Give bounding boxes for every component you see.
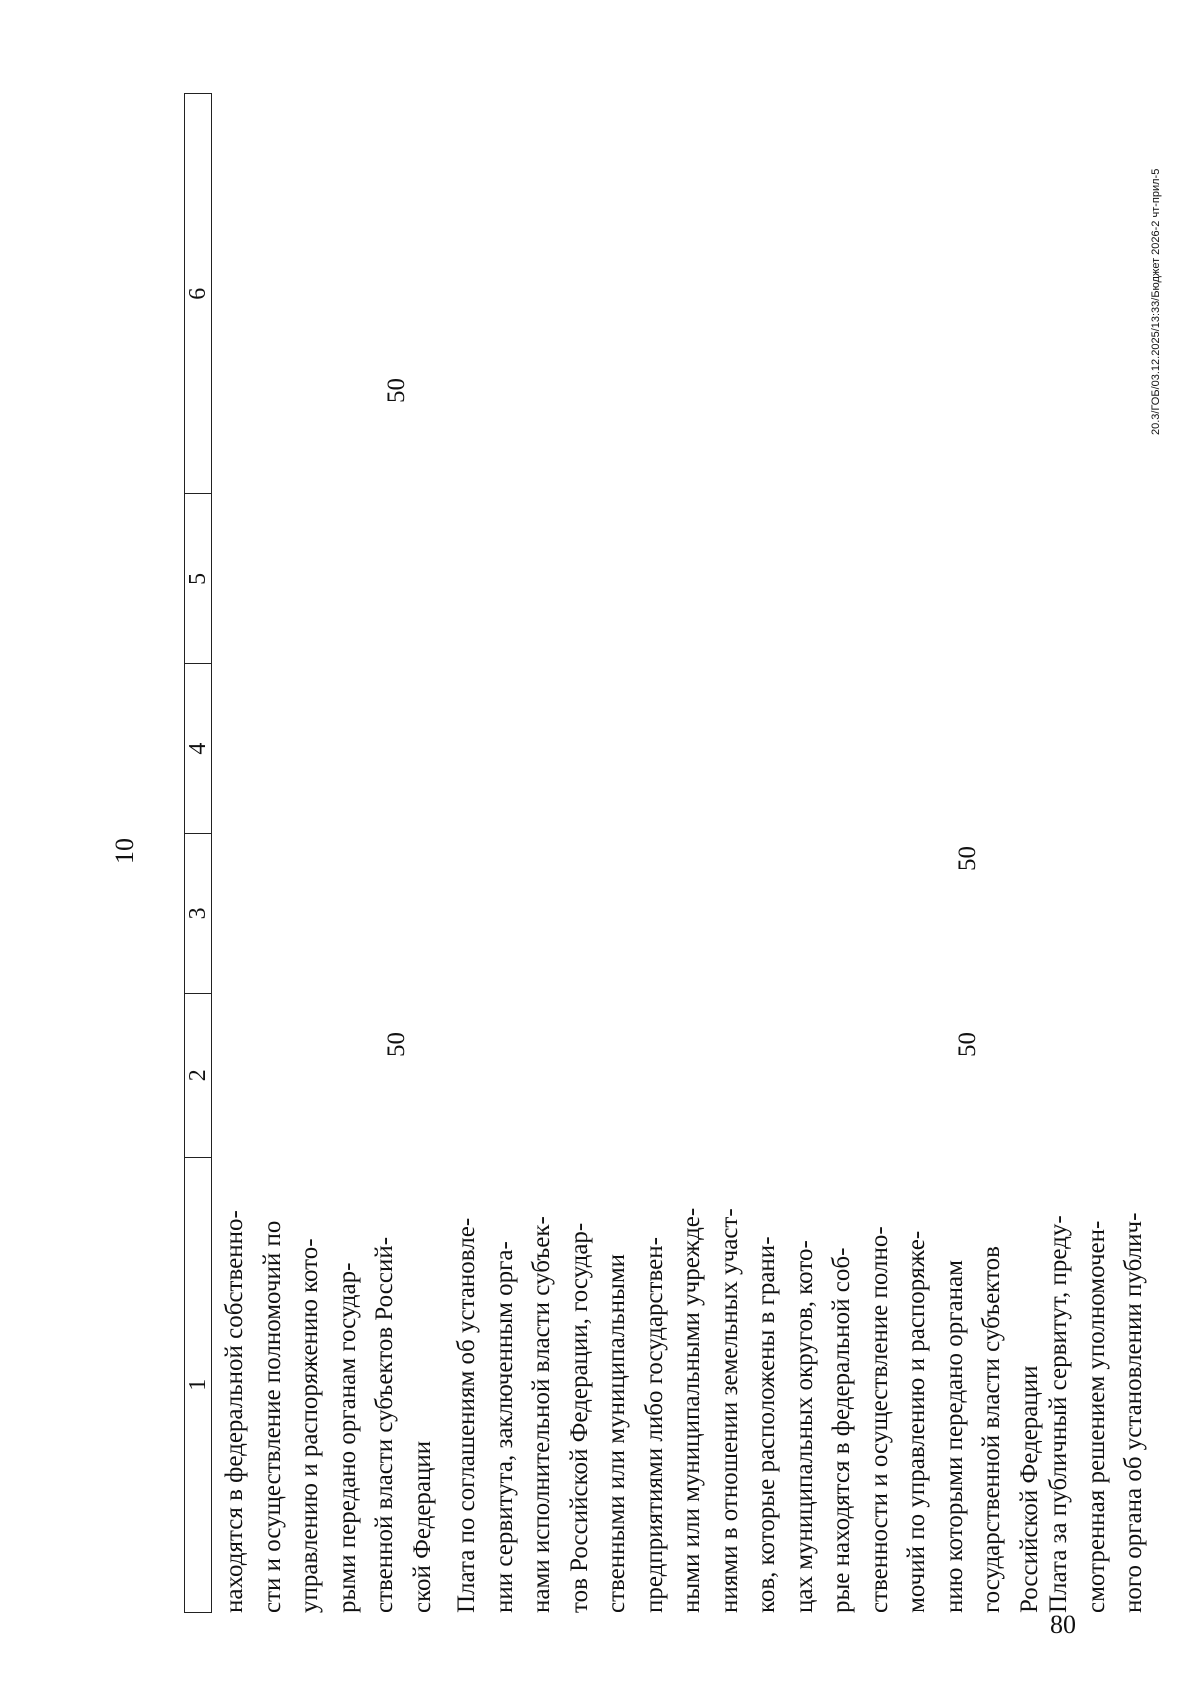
table-row-2-description — [448, 1157, 1048, 1613]
text-line: ниями в отношении земельных участ- — [715, 1208, 743, 1613]
document-footer-code: 20.3/ГОБ/03.12.2025/13:33/Бюджет 2026-2 чт-прил-5 — [1150, 168, 1162, 435]
text-line: Плата по соглашениям об установле- — [453, 1217, 480, 1613]
text-line: нии сервитута, заключенным орга- — [490, 1241, 518, 1613]
table-header-row — [184, 93, 212, 1613]
column-header-2: 2 — [185, 993, 211, 1157]
text-line: рые находятся в федеральной соб- — [828, 1247, 855, 1613]
row-2-col-3-value: 50 — [954, 846, 981, 871]
text-line: тов Российской Федерации, государ- — [565, 1222, 593, 1613]
text-line: Плата за публичный сервитут, преду- — [1045, 1215, 1072, 1613]
text-line: управлению и распоряжению кото- — [296, 1238, 323, 1613]
text-line: ской Федерации — [408, 1440, 436, 1613]
column-header-4: 4 — [185, 663, 211, 833]
text-line: ственной власти субъектов Россий- — [371, 1236, 398, 1613]
text-line: рыми передано органам государ- — [333, 1262, 361, 1613]
row-2-col-2-value: 50 — [954, 1032, 981, 1057]
text-line: ными или муниципальными учрежде- — [678, 1207, 705, 1613]
column-header-1: 1 — [185, 1157, 211, 1612]
column-header-5: 5 — [185, 493, 211, 663]
text-line: мочий по управлению и распоряже- — [903, 1230, 930, 1613]
text-line: цах муниципальных округов, кото- — [790, 1240, 818, 1613]
table-row-1-description — [216, 1157, 441, 1613]
text-line: предприятиями либо государствен- — [640, 1237, 668, 1613]
text-line: ственными или муниципальными — [603, 1253, 630, 1613]
text-line: нами исполнительной власти субъек- — [528, 1216, 555, 1613]
text-line: смотренная решением уполномочен- — [1082, 1220, 1110, 1613]
text-line: нию которыми передано органам — [940, 1260, 968, 1613]
text-line: государственной власти субъектов — [978, 1246, 1005, 1613]
page-number-side: 80 — [1050, 1610, 1076, 1639]
text-line: находятся в федеральной собственно- — [221, 1210, 248, 1613]
row-1-col-5-value: 50 — [383, 378, 410, 403]
text-line: Российской Федерации — [1015, 1365, 1043, 1613]
text-line: ственности и осуществление полно- — [865, 1226, 893, 1613]
page-number-center: 10 — [110, 838, 139, 864]
column-header-6: 6 — [185, 287, 211, 300]
text-line: ного органа об установлении публич- — [1120, 1212, 1147, 1613]
text-line: сти и осуществление полномочий по — [258, 1220, 286, 1613]
row-1-col-2-value: 50 — [383, 1032, 410, 1057]
text-line: ков, которые расположены в грани- — [753, 1236, 780, 1613]
table-row-3-description — [1040, 1157, 1153, 1613]
column-header-3: 3 — [185, 833, 211, 993]
